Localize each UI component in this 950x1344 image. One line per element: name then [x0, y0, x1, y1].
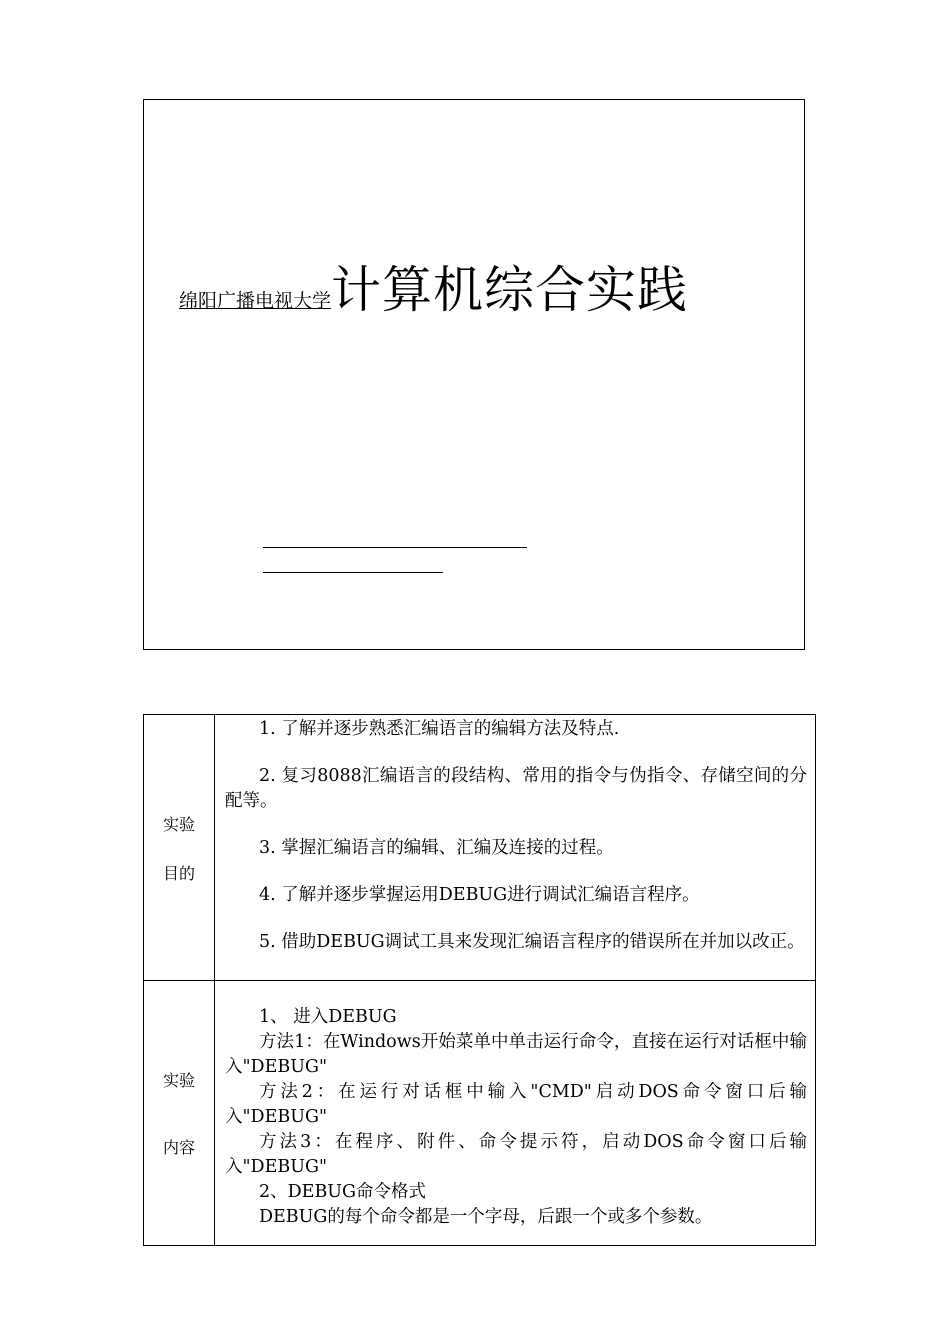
row-label-content — [144, 981, 215, 1246]
list-item: 2. 复习8088汇编语言的段结构、常用的指令与伪指令、存储空间的分配等。 — [225, 766, 807, 811]
table-row-content — [144, 981, 816, 1246]
list-item: 1. 了解并逐步熟悉汇编语言的编辑方法及特点. — [259, 719, 620, 739]
purpose-content — [215, 715, 816, 981]
list-item: 方法1：在Windows开始菜单中单击运行命令，直接在运行对话框中输入"DEBUG" — [225, 1032, 807, 1077]
course-title: 计算机综合实践 — [331, 261, 689, 319]
list-item: DEBUG的每个命令都是一个字母，后跟一个或多个参数。 — [259, 1207, 713, 1227]
cover-title — [179, 250, 688, 322]
label-line: 目的 — [162, 863, 195, 883]
list-item: 5. 借助DEBUG调试工具来发现汇编语言程序的错误所在并加以改正。 — [259, 932, 805, 952]
list-item: 3. 掌握汇编语言的编辑、汇编及连接的过程。 — [259, 838, 614, 858]
list-item: 4. 了解并逐步掌握运用DEBUG进行调试汇编语言程序。 — [259, 885, 700, 905]
row-label-purpose — [144, 715, 215, 981]
content-body — [215, 981, 816, 1246]
label-line: 实验 — [162, 1071, 195, 1090]
experiment-table — [143, 714, 816, 1246]
table-row-purpose — [144, 715, 816, 981]
university-name: 绵阳广播电视大学 — [179, 290, 332, 312]
label-line: 实验 — [162, 814, 195, 834]
list-item: 1、 进入DEBUG — [259, 1007, 397, 1027]
blank-line-1 — [263, 547, 527, 548]
label-line: 内容 — [162, 1138, 195, 1157]
cover-box — [143, 99, 805, 650]
list-item: 2、DEBUG命令格式 — [259, 1182, 427, 1202]
list-item: 方法2：在运行对话框中输入"CMD"启动DOS命令窗口后输入"DEBUG" — [225, 1082, 807, 1127]
blank-line-2 — [263, 572, 443, 573]
list-item: 方法3：在程序、附件、命令提示符，启动DOS命令窗口后输入"DEBUG" — [225, 1132, 807, 1177]
